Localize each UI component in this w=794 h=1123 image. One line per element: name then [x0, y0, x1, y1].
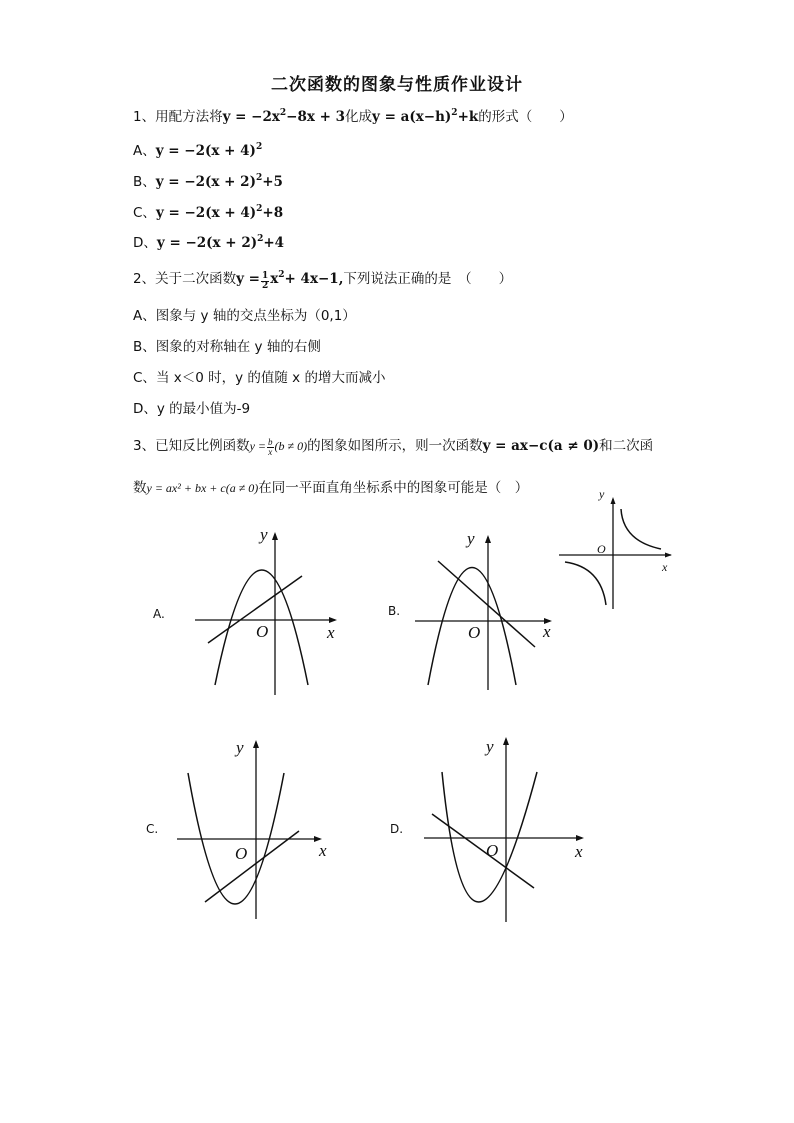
question-number: 2、	[133, 271, 156, 287]
q3-option-c-graph[interactable]	[172, 735, 337, 925]
question-text: 的图象如图所示，则一次函数	[307, 438, 483, 454]
math-fraction	[267, 438, 274, 457]
axis-label-y: y	[486, 737, 494, 756]
origin-label: O	[468, 623, 481, 642]
math-exponent: 2	[256, 204, 263, 214]
line	[438, 561, 535, 647]
question-1	[133, 108, 573, 126]
page-title: 二次函数的图象与性质作业设计	[271, 75, 523, 95]
question-text: 的形式（ ）	[478, 109, 573, 125]
axis-label-x: x	[319, 841, 327, 860]
math-expression: + 4x−1,	[284, 271, 344, 287]
q3-option-d-label[interactable]: D.	[390, 822, 404, 836]
axis-label-x: x	[543, 622, 551, 641]
q3-option-a-label[interactable]: A.	[153, 607, 165, 621]
question-3-line-1	[133, 437, 653, 457]
math-exponent: 2	[451, 108, 458, 118]
axis-label-x: x	[575, 842, 583, 861]
question-text: 已知反比例函数	[155, 438, 250, 454]
math-exponent: 2	[278, 270, 285, 280]
question-text: 化成	[345, 109, 373, 125]
line	[208, 576, 302, 643]
question-text: 关于二次函数	[155, 271, 237, 287]
option-expression: y = −2(x + 2)	[156, 235, 258, 251]
option-text: 当 x＜0 时，y 的值随 x 的增大而减小	[155, 370, 386, 386]
origin-label: O	[597, 542, 606, 556]
option-tail: +5	[262, 174, 283, 190]
math-expression: y =	[249, 439, 267, 453]
y-axis-arrow	[611, 497, 616, 504]
origin-label: O	[486, 841, 499, 860]
question-number: 1、	[133, 109, 156, 125]
question-2	[133, 270, 512, 291]
q1-option-a[interactable]	[133, 142, 262, 160]
x-axis-arrow	[665, 553, 672, 558]
math-expression: x	[270, 271, 279, 287]
math-exponent: 2	[257, 234, 264, 244]
option-text: 图象与 y 轴的交点坐标为（0,1）	[155, 308, 356, 324]
question-number: 3、	[133, 438, 156, 454]
option-label: A、	[133, 143, 156, 159]
y-axis-arrow	[485, 535, 491, 543]
option-tail: +4	[263, 235, 285, 251]
option-text: y 的最小值为-9	[156, 401, 251, 417]
line	[205, 831, 299, 902]
option-label: B、	[133, 339, 156, 355]
x-axis-arrow	[576, 835, 584, 841]
question-text: 和二次函	[599, 438, 654, 454]
option-label: A、	[133, 308, 156, 324]
question-text: 用配方法将	[155, 109, 223, 125]
math-expression: (b ≠ 0)	[274, 439, 308, 453]
option-label: C、	[133, 370, 156, 386]
option-label: D、	[133, 235, 157, 251]
question-3-line-2	[133, 479, 528, 497]
option-expression: y = −2(x + 2)	[155, 174, 256, 190]
q2-option-d[interactable]	[133, 400, 250, 418]
hyperbola-branch-q1	[621, 509, 661, 549]
option-label: B、	[133, 174, 156, 190]
math-expression: y = ax−c(a ≠ 0)	[482, 438, 600, 454]
math-exponent: 2	[255, 142, 263, 152]
math-expression: y =	[236, 271, 260, 287]
hyperbola-branch-q3	[565, 562, 606, 605]
option-expression: y = −2(x + 4)	[155, 205, 257, 221]
math-expression: +k	[457, 109, 479, 125]
q3-option-a-graph[interactable]	[190, 520, 350, 700]
option-text: 图象的对称轴在 y 轴的右侧	[155, 339, 321, 355]
math-exponent: 2	[279, 108, 287, 118]
q1-option-d[interactable]	[133, 234, 284, 252]
origin-label: O	[256, 622, 269, 641]
fraction-numerator: b	[268, 437, 273, 447]
axis-label-x: x	[327, 623, 335, 642]
axis-label-y: y	[236, 738, 244, 757]
q3-option-b-graph[interactable]	[410, 525, 570, 695]
axis-label-x: x	[662, 560, 668, 574]
q2-option-c[interactable]	[133, 369, 385, 387]
math-expression: y = −2x	[222, 109, 280, 125]
math-exponent: 2	[255, 173, 263, 183]
math-expression: y = ax² + bx + c(a ≠ 0)	[146, 481, 259, 495]
option-label: C、	[133, 205, 156, 221]
inverse-function-graph	[555, 485, 680, 615]
question-text: 在同一平面直角坐标系中的图象可能是（ ）	[258, 480, 529, 496]
line	[432, 814, 534, 888]
axis-label-y: y	[599, 487, 605, 501]
q2-option-b[interactable]	[133, 338, 321, 356]
option-expression: y = −2(x + 4)	[155, 143, 256, 159]
q1-option-c[interactable]	[133, 204, 283, 222]
math-fraction	[261, 272, 269, 291]
q1-option-b[interactable]	[133, 173, 283, 191]
q2-option-a[interactable]	[133, 307, 356, 325]
axis-label-y: y	[260, 525, 268, 544]
axis-label-y: y	[467, 529, 475, 548]
fraction-denominator: x	[268, 447, 273, 457]
y-axis-arrow	[272, 532, 278, 540]
question-text: 数	[133, 480, 147, 496]
option-label: D、	[133, 401, 157, 417]
math-expression: y = a(x−h)	[372, 109, 452, 125]
q3-option-d-graph[interactable]	[420, 732, 590, 927]
option-tail: +8	[262, 205, 284, 221]
fraction-numerator: 1	[261, 271, 269, 281]
parabola	[442, 772, 537, 902]
q3-option-b-label[interactable]: B.	[388, 604, 401, 618]
y-axis-arrow	[253, 740, 259, 748]
question-text: 下列说法正确的是 （ ）	[343, 271, 513, 287]
origin-label: O	[235, 844, 248, 863]
math-expression: −8x + 3	[286, 109, 346, 125]
y-axis-arrow	[503, 737, 509, 745]
fraction-denominator: 2	[261, 281, 269, 291]
q3-option-c-label[interactable]: C.	[146, 822, 159, 836]
